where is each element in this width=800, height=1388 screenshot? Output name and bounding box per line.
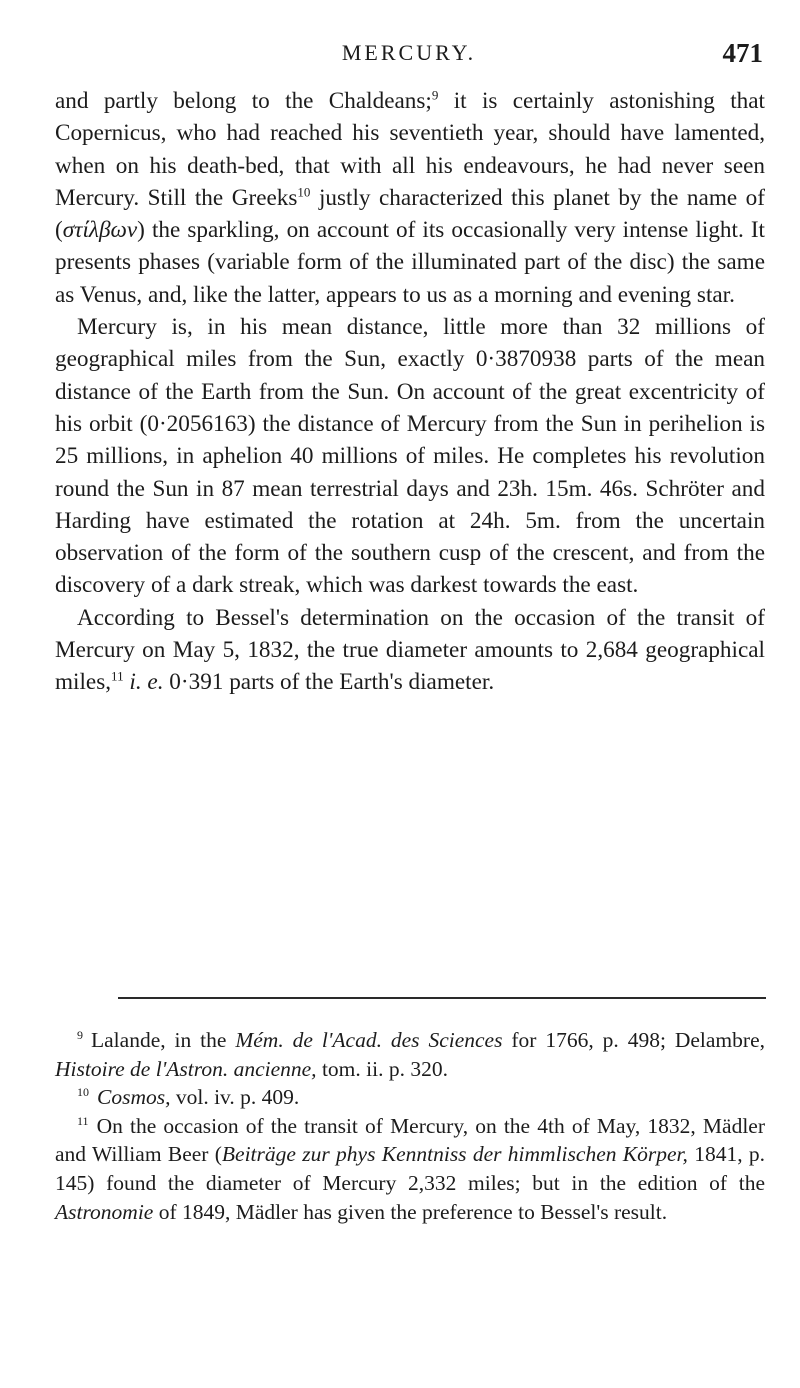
footnote-ref-10: 10 [297,184,311,200]
footnote-ref-11: 11 [111,668,124,684]
text-run: for 1766, p. 498; Delambre, [502,1028,765,1052]
footnote-mark: 9 [77,1027,83,1042]
body-paragraph-1 [55,85,765,311]
body-paragraph-2: Mercury is, in his mean distance, little more than 32 millions of geographical miles from the Sun, exactly 0·3870938 parts of the mean distance of the Earth from the Sun. On account of the great excentricity of his orbit (0·2056163) the distance of Mercury from the Sun in perihelion is 25 millions, in aphelion 40 millions of miles. He completes his revolution round the Sun in 87 mean terrestrial days and 23h. 15m. 46s. Schröter and Harding have estimated the rotation at 24h. 5m. from the uncertain observation of the form of the southern cusp of the crescent, and from the discovery of a dark streak, which was darkest towards the east. [55,314,765,599]
page-number: 471 [722,38,763,68]
footnote-mark: 11 [77,1113,89,1128]
footnote-9 [55,1026,765,1083]
text-run: ) the sparkling, on account of its occasionally very intense light. It presents phases (variable form of the illuminated part of the disc) the same as Venus, and, like the latter, appears to us as a morning and evening star. [55,217,765,308]
greek-word: στίλβων [62,217,138,244]
footnote-ref-9: 9 [431,87,439,103]
text-run: of 1849, Mädler has given the preference to Bessel's result. [153,1199,668,1224]
text-run: it is certainly astonishing that Copernicus, who had reached his seventieth year, should have lamented, when on his death-bed, that with all his endeavours, he had never seen Mercury. Still the Greeks [55,88,765,211]
text-run: 0·391 parts of the Earth's diameter. [163,669,495,696]
text-run: On the occasion of the transit of Mercury, on the 4th of May, 1832, Mädler and William Beer ( [55,1113,765,1167]
italic-title: Histoire de l'Astron. ancienne, [55,1056,317,1081]
running-head-title: MERCURY. [341,40,477,65]
footnote-mark: 10 [77,1085,89,1100]
text-run: justly characterized this planet by the name of ( [55,184,765,244]
text-run: Lalande, in the [91,1028,236,1052]
footnote-11 [55,1112,765,1226]
italic-title: Beiträge zur phys Kenntniss der himmlischen Körper, [221,1142,688,1167]
running-head [55,40,763,70]
text-run: 1841, p. 145) found the diameter of Mercury 2,332 miles; but in the edition of the [55,1142,766,1195]
body-paragraph-3 [55,602,765,699]
text-run: vol. iv. p. 409. [170,1085,300,1110]
body-text [55,85,765,699]
italic-title: Astronomie [55,1199,154,1224]
italic-title: Mém. de l'Acad. des Sciences [235,1028,503,1052]
italic-title: Cosmos, [97,1085,171,1110]
italic-abbrev: i. e. [129,669,164,696]
text-run: tom. ii. p. 320. [316,1056,448,1081]
text-run: and partly belong to the Chaldeans; [55,88,432,114]
footnotes [55,1026,765,1226]
footnote-divider [118,997,766,999]
footnote-10 [55,1083,765,1112]
text-run: According to Bessel's determination on the occasion of the transit of Mercury on May 5, 1832, the true diameter amounts to 2,684 geographical miles, [55,604,765,696]
